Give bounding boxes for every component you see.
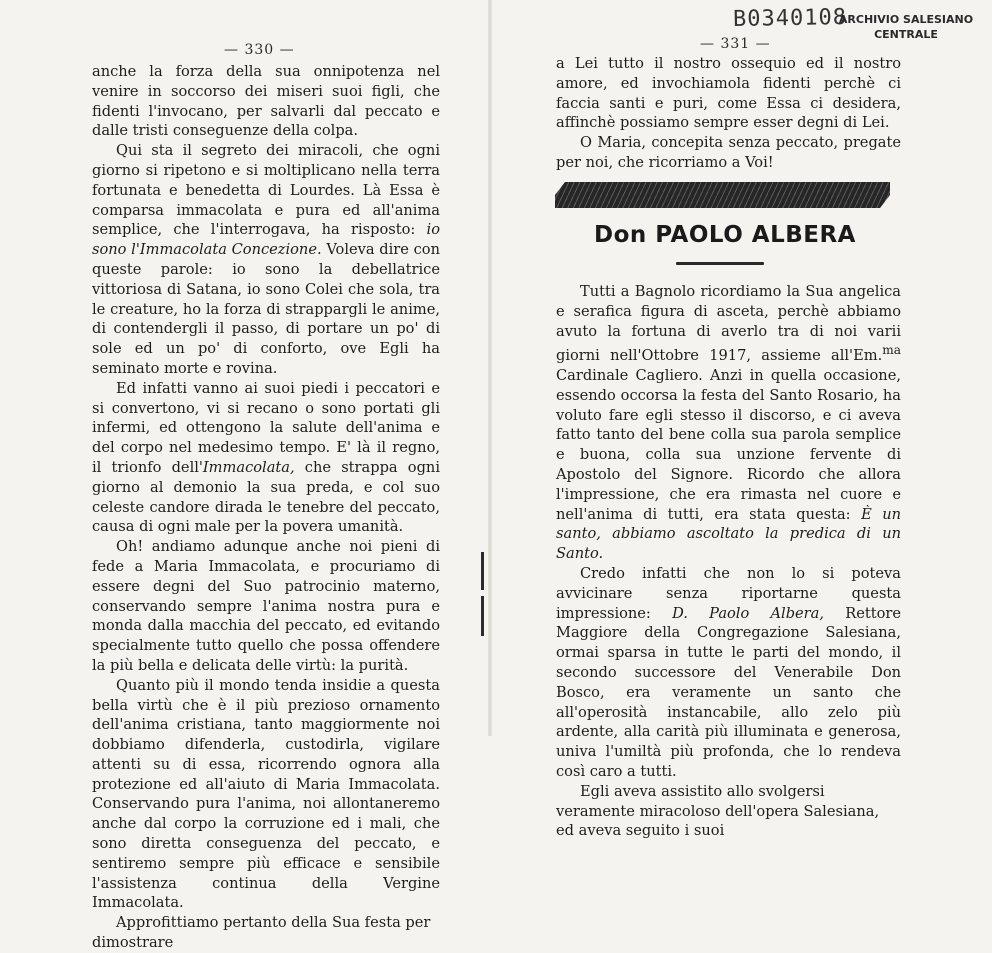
right-page-body-text [556, 282, 901, 841]
right-page [492, 0, 992, 840]
archive-code: B0340108 [732, 5, 848, 32]
text-run: Voleva dire con queste parole: io sono la debellatrice vittoriosa di Satana, io sono Colei che sola, tra le creature, ho la forza di strappargli le anime, di contendergli il passo, di portare un po' di sole ed un po' di conforto, ove Egli ha seminato morte e rovina. [92, 241, 440, 377]
text-run: Approfittiamo pertanto della Sua festa per dimostrare [92, 914, 431, 952]
text-run: a Lei tutto il nostro ossequio ed il nostro amore, ed invochiamola fidenti perchè ci faccia santi e puri, come Essa ci desidera, affinchè possiamo sempre esser degni di Lei. [556, 55, 901, 132]
superscript-text: ma [882, 343, 901, 358]
text-run: Oh! andiamo adunque anche noi pieni di fede a Maria Immacolata, e procuriamo di essere degni del Suo patrocinio materno, conservando sempre l'anima nostra pura e monda dalla macchia del peccato, ed evitando specialmente tutto quello che possa offendere la più bella e delicata delle virtù: la purità. [92, 538, 440, 674]
text-run: O Maria, concepita senza peccato, pregate per noi, che ricorriamo a Voi! [556, 134, 901, 171]
left-page-text [92, 62, 440, 953]
paragraph [92, 676, 440, 914]
archive-stamp-line: CENTRALE [874, 28, 938, 41]
text-run: Qui sta il segreto dei miracoli, che ogni giorno si ripetono e si moltiplicano nella terra fortunata e benedetta di Lourdes. Là Essa è comparsa immacolata e pura ed all'anima semplice, che l'interrogava, ha risposto: [92, 142, 440, 239]
gutter-mark [481, 552, 484, 590]
italic-text: io sono l'Immacolata Concezione. [92, 221, 440, 259]
text-run: Rettore Maggiore della Congregazione Salesiana, ormai sparsa in tutte le parti del mondo, il secondo successore del Venerabile Don Bosco, era veramente un santo che all'operosità instancabile, allo zelo più ardente, alla carità più illuminata e generosa, univa l'umiltà più profonda, che lo rendeva così caro a tutti. [556, 604, 901, 780]
italic-text: È un santo, abbiamo ascoltato la predica di un Santo. [556, 505, 901, 563]
paragraph [92, 141, 440, 379]
paragraph [92, 379, 440, 537]
text-run: Credo infatti che non lo si poteva avvicinare senza riportarne questa impressione: [556, 565, 901, 622]
paragraph [92, 913, 440, 953]
italic-text: Immacolata, [202, 458, 295, 476]
page-number-left: — 330 — [224, 42, 295, 58]
paragraph [556, 133, 901, 173]
title-rule [676, 262, 764, 265]
text-run: Egli aveva assistito allo svolgersi veramente miracoloso dell'opera Salesiana, ed aveva seguito i suoi [556, 782, 880, 840]
paragraph [92, 62, 440, 141]
paragraph [556, 782, 901, 841]
page-number-right: — 331 — [700, 36, 771, 52]
paragraph [92, 537, 440, 676]
italic-text: D. Paolo Albera, [672, 604, 824, 622]
text-run: anche la forza della sua onnipotenza nel venire in soccorso dei miseri suoi figli, che fidenti l'invocano, per salvarli dal peccato e dalle tristi conseguenze della colpa. [92, 63, 440, 140]
paragraph [556, 282, 901, 564]
paragraph [556, 564, 901, 782]
archive-stamp-line: ARCHIVIO SALESIANO [838, 13, 974, 26]
text-run: che strappa ogni giorno al demonio la sua preda, e col suo celeste candore dirada le tenebre del peccato, causa di ogni male per la povera umanità. [92, 458, 440, 536]
decorative-hatch-bar [555, 182, 890, 208]
left-page [0, 0, 490, 952]
gutter-mark [481, 596, 484, 636]
text-run: Cardinale Cagliero. Anzi in quella occasione, essendo occorsa la festa del Santo Rosario, ha voluto fare egli stesso il discorso, e ci aveva fatto tanto del bene colla sua parola semplice e buona, colla sua unzione fervente di Apostolo del Signore. Ricordo che allora l'impressione, che era rimasta nel cuore e nell'anima di tutti, era stata questa: [556, 367, 901, 523]
text-run: Tutti a Bagnolo ricordiamo la Sua angelica e serafica figura di asceta, perchè abbiamo avuto la fortuna di averlo tra di noi varii giorni nell'Ottobre 1917, assieme all'Em. [556, 283, 901, 365]
article-title: Don PAOLO ALBERA [594, 222, 856, 248]
text-run: Ed infatti vanno ai suoi piedi i peccatori e si convertono, vi si recano o sono portati gli infermi, ed ottengono la salute dell'anima e del corpo nel medesimo tempo. E' là il regno, il trionfo dell' [92, 379, 440, 476]
paragraph [556, 54, 901, 133]
right-page-top-text [556, 54, 901, 173]
text-run: Quanto più il mondo tenda insidie a questa bella virtù che è il più prezioso ornamento dell'anima cristiana, tanto maggiormente noi dobbiamo difenderla, custodirla, vigilare attenti su di essa, ricorrendo ognora alla protezione ed all'aiuto di Maria Immacolata. Conservando pura l'anima, noi allontaneremo anche dal corpo la corruzione ed i mali, che sono diretta conseguenza del peccato, e sentiremo sempre più efficace e sensibile l'assistenza continua della Vergine Immacolata. [92, 676, 440, 912]
